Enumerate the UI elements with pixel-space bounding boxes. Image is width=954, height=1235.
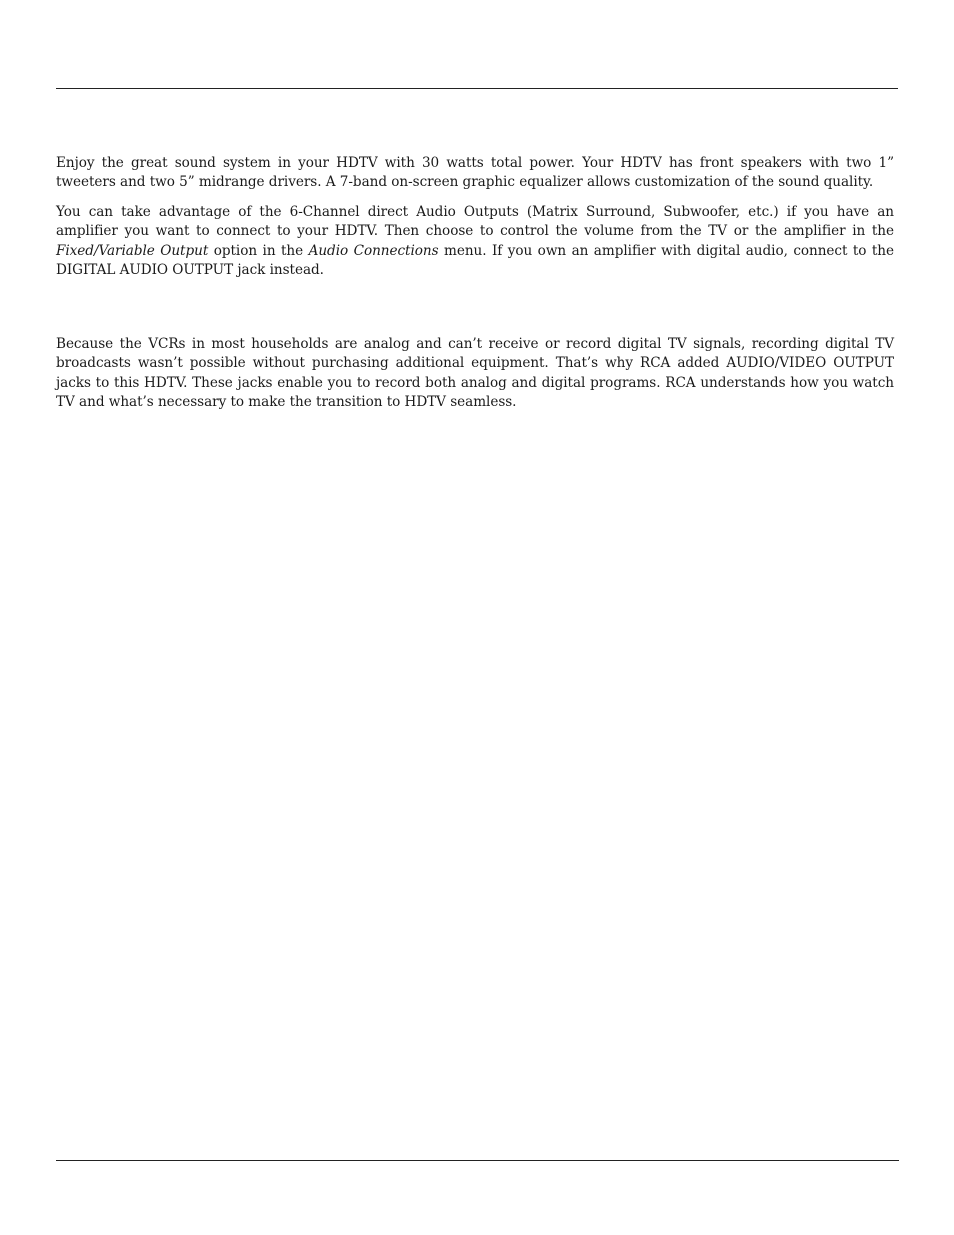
footer-rule [56,1160,899,1161]
paragraph-sound-system: Enjoy the great sound system in your HDTV with 30 watts total power. Your HDTV has front speakers with two 1” tweeters and two 5” midrange drivers. A 7-band on-screen graphic equalizer allows customization of the sound quality. [56,155,894,191]
header-rule [56,88,898,89]
fixed-variable-output-term: Fixed/Variable Output [56,242,209,259]
paragraph-vcr-recording: Because the VCRs in most households are analog and can’t receive or record digital TV signals, recording digital TV broadcasts wasn’t possible without purchasing additional equipment. That’s why RCA added AUDIO/VIDEO OUTPUT jacks to this HDTV. These jacks enable you to record both analog and digital programs. RCA understands how you watch TV and what’s necessary to make the transition to HDTV seamless. [56,336,894,410]
paragraph-audio-outputs [56,203,894,280]
audio-connections-term: Audio Connections [308,242,439,259]
paragraph-audio-outputs-text-2: option in the [208,242,309,259]
paragraph-audio-outputs-text-1: You can take advantage of the 6-Channel direct Audio Outputs (Matrix Surround, Subwoofer, etc.) if you have an amplifier you want to connect to your HDTV. Then choose to control the volume from the TV or the amplifier in the [56,204,894,240]
paragraph-audio-outputs-text-3: menu. If you own an amplifier with digital audio, connect to the DIGITAL AUDIO OUTPUT jack instead. [56,242,894,278]
